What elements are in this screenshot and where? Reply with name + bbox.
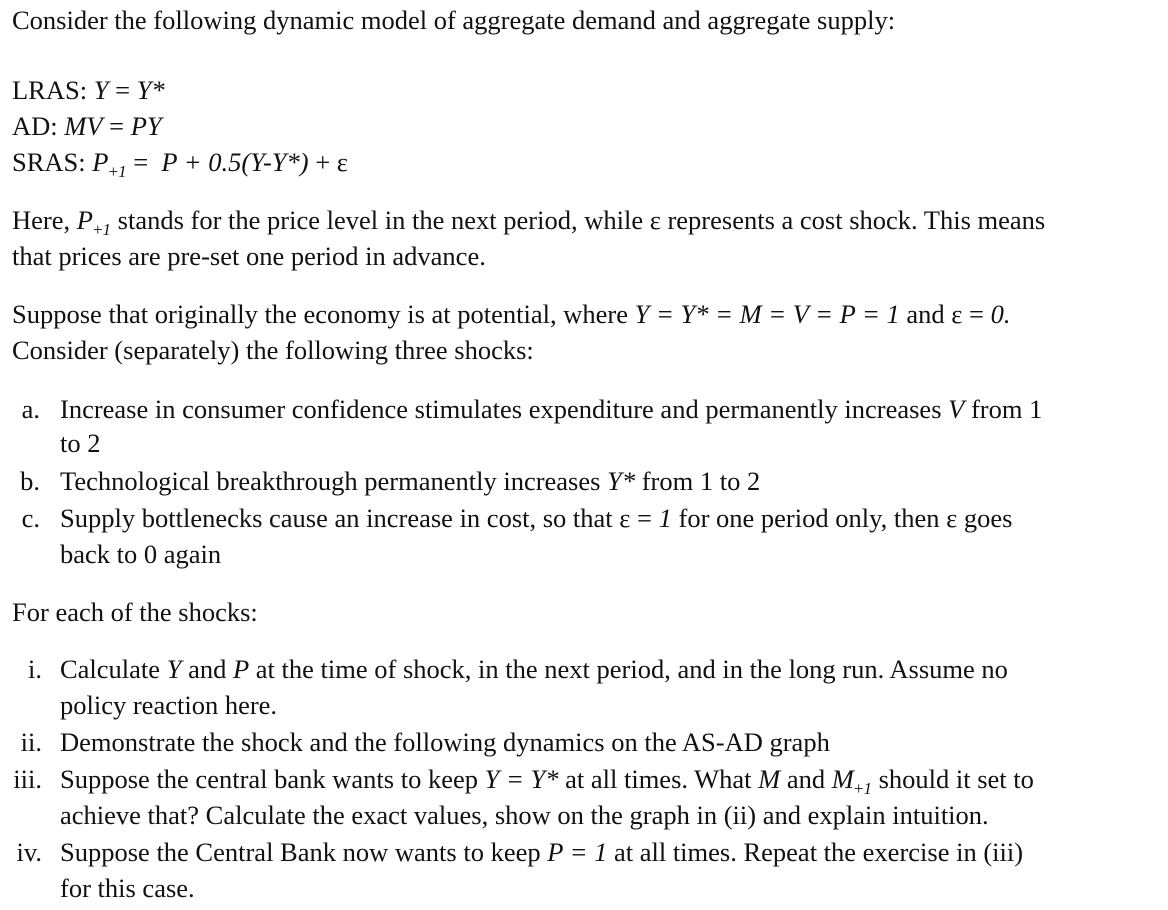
task-iv-line1: Suppose the Central Bank now wants to keep P = 1 at all times. Repeat the exercise in (iii) bbox=[60, 837, 1024, 867]
sras-eq: = bbox=[133, 147, 149, 177]
task-ii-marker: ii. bbox=[20, 727, 42, 757]
ad-equation bbox=[12, 108, 162, 144]
task-iv-marker: iv. bbox=[16, 837, 42, 867]
para2-zero: 0. bbox=[990, 299, 1011, 329]
task-iii-line2: achieve that? Calculate the exact values, show on the graph in (ii) and explain intuition. bbox=[60, 800, 989, 830]
para2-text-b: and ε = bbox=[899, 299, 991, 329]
task-i-line1: Calculate Y and P at the time of shock, in the next period, and in the long run. Assume no bbox=[60, 654, 1008, 684]
para2-text-a: Suppose that originally the economy is at potential, where bbox=[12, 299, 635, 329]
task-iii-line1: Suppose the central bank wants to keep Y = Y* at all times. What M and $M_{+1}$ should it set to bbox=[60, 764, 1034, 798]
task-i-marker: i. bbox=[28, 654, 42, 684]
ad-eq: = bbox=[109, 111, 125, 141]
sras-subscript: +1 bbox=[108, 162, 127, 181]
para1-line1 bbox=[12, 202, 1045, 242]
task-i-line2: policy reaction here. bbox=[60, 690, 278, 720]
para1-p: P bbox=[76, 205, 93, 235]
ad-lhs: MV bbox=[64, 111, 103, 141]
para2-math: Y = Y* = M = V = P = 1 bbox=[634, 299, 900, 329]
para1-line2: that prices are pre-set one period in advance. bbox=[12, 241, 486, 271]
lras-label: LRAS: bbox=[12, 75, 88, 105]
lras-equation bbox=[12, 72, 165, 108]
shock-a-line1: Increase in consumer confidence stimulates expenditure and permanently increases V from 1 bbox=[60, 394, 1043, 424]
ad-rhs: PY bbox=[130, 111, 162, 141]
para1-rest: stands for the price level in the next period, while ε represents a cost shock. This means bbox=[111, 205, 1046, 235]
shock-b-marker: b. bbox=[20, 466, 40, 496]
sras-p: P bbox=[92, 147, 109, 177]
for-each-heading: For each of the shocks: bbox=[12, 597, 258, 627]
lras-rhs: Y* bbox=[136, 75, 165, 105]
lras-eq: = bbox=[115, 75, 131, 105]
shock-c-line1: Supply bottlenecks cause an increase in cost, so that ε = 1 for one period only, then ε goes bbox=[60, 503, 1013, 533]
ad-label: AD: bbox=[12, 111, 58, 141]
sras-equation bbox=[12, 144, 348, 184]
task-ii-line1: Demonstrate the shock and the following dynamics on the AS-AD graph bbox=[60, 727, 830, 757]
para2-line1 bbox=[12, 296, 1010, 332]
task-iii-marker: iii. bbox=[13, 764, 42, 794]
intro-text: Consider the following dynamic model of aggregate demand and aggregate supply: bbox=[12, 5, 896, 35]
shock-a-marker: a. bbox=[21, 394, 40, 424]
task-iv-line2: for this case. bbox=[60, 873, 195, 903]
shock-c-line2: back to 0 again bbox=[60, 539, 222, 569]
lras-lhs: Y bbox=[93, 75, 109, 105]
sras-rhs: P + 0.5(Y-Y*) bbox=[161, 147, 309, 177]
sras-label: SRAS: bbox=[12, 147, 86, 177]
sras-tail: + ε bbox=[315, 147, 348, 177]
para2-line2: Consider (separately) the following three shocks: bbox=[12, 335, 534, 365]
shock-b-line1: Technological breakthrough permanently increases Y* from 1 to 2 bbox=[60, 466, 761, 496]
shock-c-marker: c. bbox=[21, 503, 40, 533]
para1-prefix: Here, bbox=[12, 205, 77, 235]
para1-subscript: +1 bbox=[92, 220, 112, 239]
shock-a-line2: to 2 bbox=[60, 428, 101, 458]
